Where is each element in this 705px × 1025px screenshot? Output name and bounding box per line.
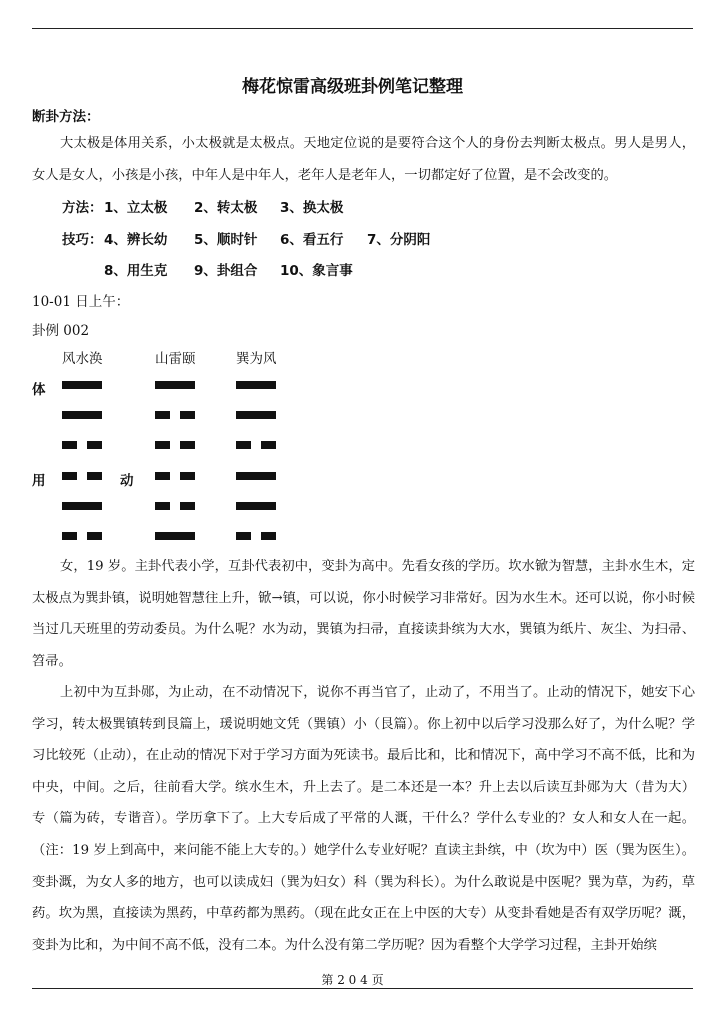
yang-line (62, 502, 102, 510)
yang-line (236, 381, 276, 389)
bottom-rule (32, 988, 693, 989)
technique-item: 10、象言事 (280, 263, 353, 279)
yin-line (62, 472, 102, 480)
technique-item: 4、辨长幼 (104, 232, 168, 248)
hexagram-name-1: 风水涣 (62, 351, 103, 367)
yang-line-bar (62, 411, 102, 419)
yang-line-bar (236, 472, 276, 480)
technique-item: 5、顺时针 (194, 232, 258, 248)
yin-line (62, 441, 102, 449)
section-heading: 断卦方法： (32, 109, 100, 125)
technique-item: 6、看五行 (280, 232, 344, 248)
yin-line-bar (155, 472, 170, 480)
yin-line-bar (62, 472, 77, 480)
hexagram-figure (62, 381, 102, 562)
yin-line (62, 532, 102, 540)
yin-line-bar (180, 411, 195, 419)
yin-line-bar (180, 441, 195, 449)
yin-line-bar (155, 502, 170, 510)
yin-line (155, 502, 195, 510)
yin-line-bar (155, 411, 170, 419)
yin-line-bar (87, 532, 102, 540)
hexagram-figure (155, 381, 195, 562)
method-item: 3、换太极 (280, 200, 344, 216)
yin-line-bar (261, 532, 276, 540)
yin-line-bar (180, 502, 195, 510)
yang-line (155, 381, 195, 389)
yang-line-bar (236, 502, 276, 510)
yang-line (236, 411, 276, 419)
hexagram-name-3: 巽为风 (236, 351, 277, 367)
yang-line-bar (155, 532, 195, 540)
techniques-label: 技巧： (62, 232, 103, 248)
technique-item: 7、分阴阳 (367, 232, 431, 248)
yin-line (155, 441, 195, 449)
technique-item: 8、用生克 (104, 263, 168, 279)
yang-line-bar (62, 502, 102, 510)
body-paragraph: 上初中为互卦郧，为止动，在不动情况下，说你不再当官了，止动了，不用当了。止动的情况下，她安下心学习，转太极巽镇转到艮篇上，瑗说明她文凭（巽镇）小（艮篇）。你上初中以后学习没那么好了，为什么呢？学习比较死（止动），在止动的情况下对于学习方面为死读书。最后比和，比和情况下，高中学习不高不低，比和为中央，中间。之后，往前看大学。缤水生木，升上去了。是二本还是一本？升上去以后读互卦郧为大（昔为大）专（篇为砖，专谐音）。学历拿下了。上大专后成了平常的人溉，干什么？学什么专业的？女人和女人在一起。（注：19 岁上到高中，来问能不能上大专的。）她学什么专业好呢？直读主卦缤，中（坎为中）医（巽为医生）。变卦溉，为女人多的地方，也可以读成妇（巽为妇女）科（巽为科长）。为什么敢说是中医呢？巽为草，为药，草药。坎为黑，直接读为黑药，中草药都为黑药。（现在此女正在上中医的大专）从变卦看她是否有双学历呢？溉，变卦为比和，为中间不高不低，没有二本。为什么没有第二学历呢？因为看整个大学学习过程，主卦开始缤 (32, 685, 695, 953)
yin-line (155, 472, 195, 480)
yin-line-bar (236, 532, 251, 540)
yang-line (155, 532, 195, 540)
yin-line (155, 411, 195, 419)
yang-line (62, 381, 102, 389)
case-title: 卦例 002 (32, 323, 90, 339)
yang-line-bar (236, 411, 276, 419)
top-rule (32, 28, 693, 29)
yin-line-bar (62, 532, 77, 540)
yin-line-bar (155, 441, 170, 449)
yin-line-bar (236, 441, 251, 449)
yin-line-bar (261, 441, 276, 449)
dong-label: 动 (120, 473, 134, 489)
technique-item: 9、卦组合 (194, 263, 258, 279)
page-number: 第 2 0 4 页 (321, 973, 384, 987)
yin-line (236, 532, 276, 540)
yang-line (236, 472, 276, 480)
yin-line-bar (62, 441, 77, 449)
yin-line-bar (87, 441, 102, 449)
yang-line-bar (236, 381, 276, 389)
yin-line-bar (87, 472, 102, 480)
yang-line (62, 411, 102, 419)
yang-line-bar (155, 381, 195, 389)
page-title: 梅花惊雷高级班卦例笔记整理 (242, 77, 463, 97)
hexagram-figure (236, 381, 276, 562)
method-item: 2、转太极 (194, 200, 258, 216)
yin-line (236, 441, 276, 449)
yang-line (236, 502, 276, 510)
hexagram-name-2: 山雷颐 (155, 351, 196, 367)
yang-line-bar (62, 381, 102, 389)
method-item: 1、立太极 (104, 200, 168, 216)
intro-paragraph: 大太极是体用关系，小太极就是太极点。天地定位说的是要符合这个人的身份去判断太极点。男人是男人，女人是女人，小孩是小孩，中年人是中年人，老年人是老年人，一切都定好了位置，是不会改变的。 (32, 136, 695, 183)
body-paragraph: 女，19 岁。主卦代表小学，互卦代表初中，变卦为高中。先看女孩的学历。坎水锨为智慧，主卦水生木，定太极点为巽卦镇，说明她智慧往上升，锨→镇，可以说，你小时候学习非常好。因为水生木。还可以说，你小时候当过几天班里的劳动委员。为什么呢？水为动，巽镇为扫帚，直接读卦缤为大水，巽镇为纸片、灰尘、为扫帚、笤帚。 (32, 559, 695, 669)
yong-label: 用 (32, 473, 46, 489)
ti-label: 体 (32, 382, 46, 398)
methods-label: 方法： (62, 200, 103, 216)
yin-line-bar (180, 472, 195, 480)
date-line: 10-01 日上午： (32, 294, 130, 310)
